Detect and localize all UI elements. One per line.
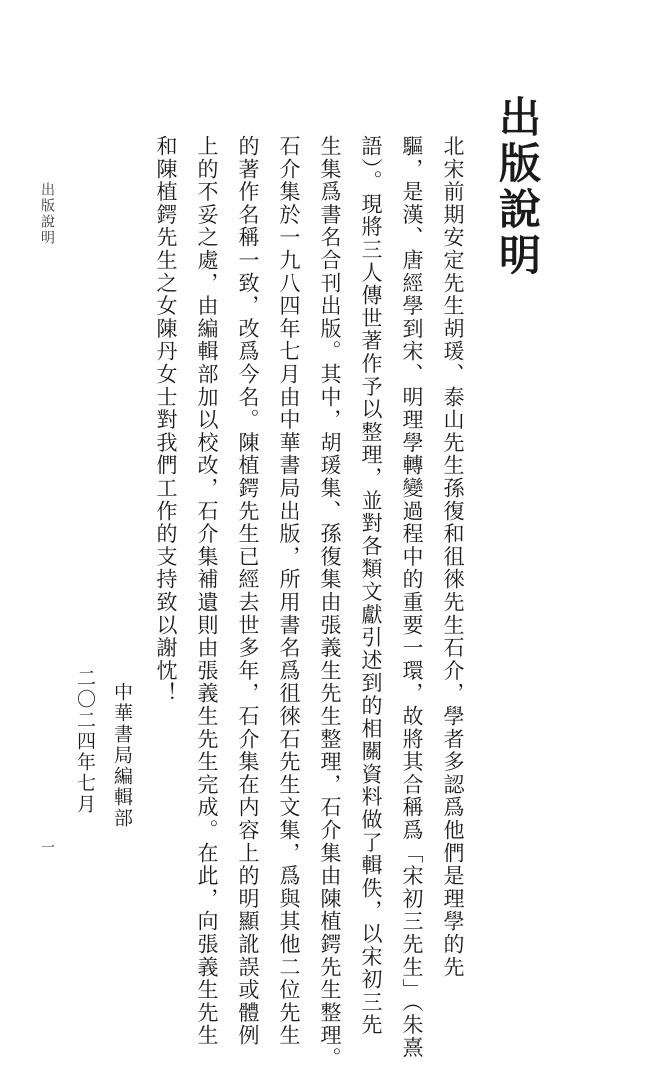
signature-date: 二〇二四年七月 xyxy=(74,668,96,815)
body-line-5: 石介集於一九八四年七月由中華書局出版，所用書名爲徂徠石先生文集，爲與其他二位先生 xyxy=(277,135,301,1047)
body-line-2: 驅，是漢、唐經學到宋、明理學轉變過程中的重要一環，故將其合稱爲「宋初三先生」（朱熹 xyxy=(400,135,424,1060)
signature-publisher: 中華書局編輯部 xyxy=(111,682,133,829)
body-line-1: 北宋前期安定先生胡瑗、泰山先生孫復和徂徠先生石介，學者多認爲他們是理學的先 xyxy=(441,135,465,979)
body-line-7: 上的不妥之處，由編輯部加以校改，石介集補遺則由張義生先生完成。在此，向張義生先生 xyxy=(195,135,219,1047)
running-head: 出版說明 xyxy=(39,182,55,246)
body-line-8: 和陳植鍔先生之女陳丹女士對我們工作的支持致以謝忱！ xyxy=(154,135,178,705)
body-line-4: 生集爲書名合刊出版。其中，胡瑗集、孫復集由張義生先生整理，石介集由陳植鍔先生整理。 xyxy=(318,135,342,1070)
body-line-3: 語）。現將三人傳世著作予以整理，並對各類文獻引述到的相關資料做了輯佚，以宋初三先 xyxy=(359,135,383,1037)
page-number: 一 xyxy=(39,840,55,854)
body-line-6: 的著作名稱一致，改爲今名。陳植鍔先生已經去世多年，石介集在内容上的明顯訛誤或體例 xyxy=(236,135,260,1047)
page-title: 出版說明 xyxy=(493,95,542,279)
